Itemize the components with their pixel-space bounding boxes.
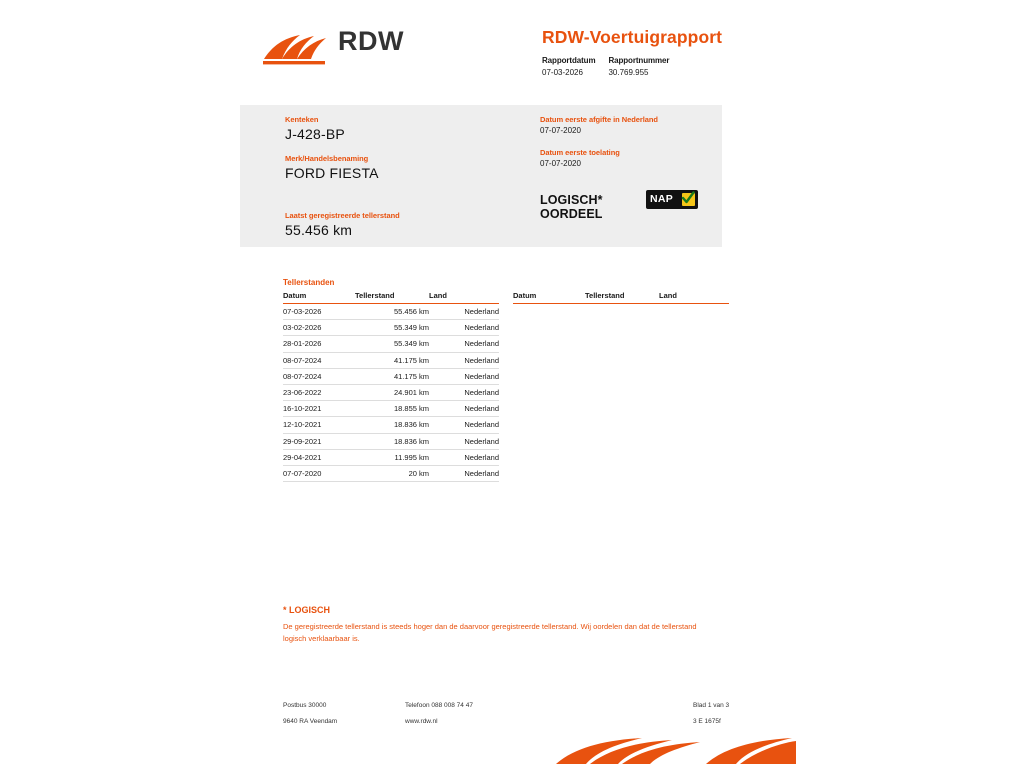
- table-cell-empty: [585, 336, 659, 352]
- rdw-swoosh-logo-icon: [262, 32, 330, 66]
- meta-rapportnummer: [608, 56, 669, 77]
- table-cell: 55.456 km: [355, 304, 429, 320]
- table-cell-empty: [659, 352, 729, 368]
- table-cell-empty: [659, 368, 729, 384]
- verdict-line-2: OORDEEL: [540, 207, 603, 221]
- logo-wordmark: RDW: [338, 26, 404, 56]
- vehicle-identity-block: [285, 115, 515, 250]
- table-cell-empty: [585, 384, 659, 400]
- meta-rapportdatum: [542, 56, 604, 77]
- table-header-row: [283, 291, 729, 304]
- eerste-afgifte-label: Datum eerste afgifte in Nederland: [540, 115, 658, 124]
- table-cell-empty: [513, 401, 585, 417]
- footer-website-link[interactable]: www.rdw.nl: [405, 718, 438, 725]
- table-header: [283, 291, 729, 304]
- table-row: [283, 384, 729, 400]
- merk-value: FORD FIESTA: [285, 165, 379, 181]
- footnote-body: De geregistreerde tellerstand is steeds hoger dan de daarvoor geregistreerde tellerstand. Wij oordelen dan dat de tellerstand logisch verklaarbaar is.: [283, 622, 697, 643]
- table-cell-empty: [659, 320, 729, 336]
- bottom-swoosh-graphic-icon: [556, 738, 796, 768]
- table-cell: 08-07-2024: [283, 352, 355, 368]
- table-cell-empty: [585, 433, 659, 449]
- table-cell-empty: [513, 449, 585, 465]
- table-cell: Nederland: [429, 320, 499, 336]
- vehicle-summary-panel: [240, 105, 722, 247]
- table-cell: 12-10-2021: [283, 417, 355, 433]
- table-cell: Nederland: [429, 384, 499, 400]
- nap-badge-label: NAP: [650, 193, 674, 205]
- th-datum-left: Datum: [283, 291, 355, 304]
- table-cell: 20 km: [355, 465, 429, 481]
- table-cell: 18.855 km: [355, 401, 429, 417]
- table-cell-spacer: [499, 320, 513, 336]
- table-cell: 29-09-2021: [283, 433, 355, 449]
- footnote-title-text: LOGISCH: [289, 605, 331, 615]
- table-cell: 18.836 km: [355, 417, 429, 433]
- eerste-afgifte-value: 07-07-2020: [540, 126, 581, 135]
- report-title: RDW-Voertuigrapport: [542, 27, 723, 47]
- footer-pageinfo: [693, 702, 729, 734]
- verdict-line-1: LOGISCH*: [540, 193, 603, 207]
- meta-label: Rapportdatum: [542, 56, 596, 65]
- table-cell-empty: [585, 465, 659, 481]
- table-cell-empty: [585, 352, 659, 368]
- table-cell: Nederland: [429, 433, 499, 449]
- table-cell-empty: [513, 368, 585, 384]
- table-row: [283, 320, 729, 336]
- table-cell-empty: [513, 465, 585, 481]
- table-row: [283, 352, 729, 368]
- table-cell-empty: [585, 417, 659, 433]
- table-cell-spacer: [499, 433, 513, 449]
- table-cell-empty: [513, 336, 585, 352]
- document-header: [262, 18, 762, 88]
- table-cell-spacer: [499, 304, 513, 320]
- meta-label: Rapportnummer: [608, 56, 670, 65]
- table-cell-empty: [513, 304, 585, 320]
- table-cell: 07-03-2026: [283, 304, 355, 320]
- th-land-right: Land: [659, 291, 729, 304]
- vehicle-dates-block: [540, 115, 720, 181]
- th-datum-right: Datum: [513, 291, 585, 304]
- table-cell: 07-07-2020: [283, 465, 355, 481]
- table-cell-empty: [585, 449, 659, 465]
- meta-value: 30.769.955: [608, 68, 649, 77]
- table-cell: 03-02-2026: [283, 320, 355, 336]
- table-cell: Nederland: [429, 449, 499, 465]
- table-cell-empty: [659, 449, 729, 465]
- table-cell: 41.175 km: [355, 368, 429, 384]
- nap-check-icon: [681, 190, 695, 206]
- footer-line: Telefoon 088 008 74 47: [405, 702, 473, 709]
- table-cell-empty: [585, 368, 659, 384]
- th-spacer: [499, 291, 513, 304]
- table-cell: 55.349 km: [355, 320, 429, 336]
- rdw-logo: [262, 26, 402, 70]
- table-cell: Nederland: [429, 352, 499, 368]
- table-row: [283, 401, 729, 417]
- odometer-readings-section: [283, 278, 743, 482]
- laatste-tellerstand-value: 55.456 km: [285, 222, 353, 238]
- th-land-left: Land: [429, 291, 499, 304]
- table-row: [283, 336, 729, 352]
- table-cell: Nederland: [429, 417, 499, 433]
- table-cell-empty: [513, 433, 585, 449]
- table-cell-spacer: [499, 384, 513, 400]
- footer-form-code: 3 E 1675f: [693, 718, 721, 725]
- table-cell-spacer: [499, 352, 513, 368]
- nap-badge: [646, 190, 698, 209]
- table-cell: 16-10-2021: [283, 401, 355, 417]
- table-cell-empty: [585, 320, 659, 336]
- table-row: [283, 304, 729, 320]
- table-cell: 41.175 km: [355, 352, 429, 368]
- table-row: [283, 433, 729, 449]
- table-cell: 29-04-2021: [283, 449, 355, 465]
- table-cell-empty: [513, 320, 585, 336]
- eerste-toelating-label: Datum eerste toelating: [540, 148, 620, 157]
- table-cell-spacer: [499, 336, 513, 352]
- table-cell: Nederland: [429, 304, 499, 320]
- table-cell: 55.349 km: [355, 336, 429, 352]
- table-cell: 08-07-2024: [283, 368, 355, 384]
- table-cell: Nederland: [429, 465, 499, 481]
- footer-line: Postbus 30000: [283, 702, 327, 709]
- odometer-table: [283, 291, 729, 482]
- table-row: [283, 465, 729, 481]
- table-cell: 24.901 km: [355, 384, 429, 400]
- footnote-title: [283, 605, 713, 615]
- footer-address: [283, 702, 337, 734]
- report-meta: [542, 56, 762, 77]
- meta-value: 07-03-2026: [542, 68, 583, 77]
- table-row: [283, 449, 729, 465]
- th-tellerstand-left: Tellerstand: [355, 291, 429, 304]
- table-cell-empty: [659, 465, 729, 481]
- table-cell: 11.995 km: [355, 449, 429, 465]
- table-cell-spacer: [499, 401, 513, 417]
- table-cell-empty: [513, 417, 585, 433]
- table-cell-empty: [659, 384, 729, 400]
- table-cell-spacer: [499, 449, 513, 465]
- footnote-star: *: [283, 605, 287, 615]
- table-row: [283, 368, 729, 384]
- kenteken-value: J-428-BP: [285, 126, 345, 142]
- merk-label: Merk/Handelsbenaming: [285, 154, 369, 163]
- table-cell-empty: [585, 304, 659, 320]
- table-cell: Nederland: [429, 368, 499, 384]
- footer-page-number: Blad 1 van 3: [693, 702, 730, 709]
- table-cell-empty: [659, 336, 729, 352]
- table-cell-spacer: [499, 368, 513, 384]
- table-row: [283, 417, 729, 433]
- table-cell-spacer: [499, 465, 513, 481]
- kenteken-label: Kenteken: [285, 115, 319, 124]
- eerste-toelating-value: 07-07-2020: [540, 159, 581, 168]
- th-tellerstand-right: Tellerstand: [585, 291, 659, 304]
- footnote-block: [283, 605, 713, 645]
- verdict-block: [540, 193, 603, 221]
- table-body: [283, 304, 729, 482]
- table-cell: 28-01-2026: [283, 336, 355, 352]
- table-cell: 18.836 km: [355, 433, 429, 449]
- footer-contact: [405, 702, 473, 734]
- footer-line: 9640 RA Veendam: [283, 718, 338, 725]
- table-cell: Nederland: [429, 401, 499, 417]
- table-cell-empty: [513, 352, 585, 368]
- table-cell-empty: [659, 433, 729, 449]
- table-cell-spacer: [499, 417, 513, 433]
- table-cell-empty: [513, 384, 585, 400]
- table-cell-empty: [659, 417, 729, 433]
- laatste-tellerstand-label: Laatst geregistreerde tellerstand: [285, 211, 400, 220]
- table-cell: 23-06-2022: [283, 384, 355, 400]
- table-cell-empty: [659, 401, 729, 417]
- section-title-tellerstanden: Tellerstanden: [283, 278, 335, 287]
- table-cell-empty: [585, 401, 659, 417]
- table-cell: Nederland: [429, 336, 499, 352]
- table-cell-empty: [659, 304, 729, 320]
